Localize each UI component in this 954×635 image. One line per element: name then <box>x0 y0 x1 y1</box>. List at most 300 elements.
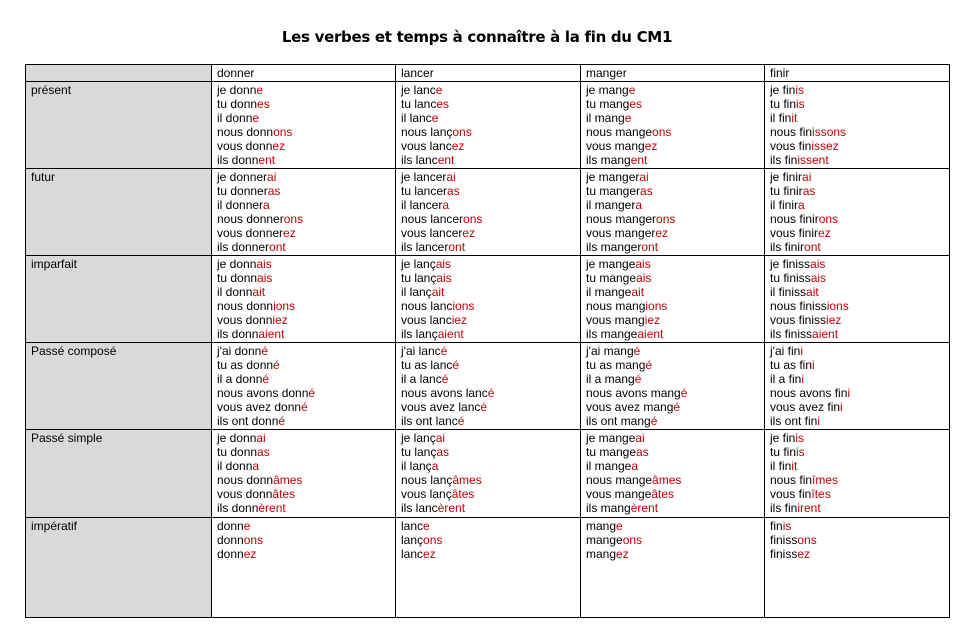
verb-ending: issent <box>797 153 829 167</box>
conjugation-cell <box>212 518 396 618</box>
conjugation-cell <box>212 256 396 343</box>
conjugation-line <box>770 125 944 139</box>
verb-ending: as <box>636 445 649 459</box>
verb-stem: vous lancer <box>401 226 463 240</box>
verb-stem: tu donn <box>217 445 258 459</box>
conjugation-line <box>770 212 944 226</box>
verb-stem: nous finir <box>770 212 819 226</box>
conjugation-line <box>770 487 944 501</box>
verb-stem: il lanç <box>401 285 432 299</box>
conjugation-line <box>401 299 575 313</box>
verb-ending: i <box>801 372 805 386</box>
conjugation-line <box>586 547 759 561</box>
conjugation-line <box>217 533 390 547</box>
verb-ending: i <box>847 386 851 400</box>
verb-stem: vous fin <box>770 487 812 501</box>
conjugation-line <box>401 111 575 125</box>
conjugation-cell <box>396 430 581 518</box>
verb-stem: j'ai donn <box>217 344 262 358</box>
conjugation-line <box>217 97 390 111</box>
verb-ending: e <box>628 83 636 97</box>
verb-ending: e <box>252 111 260 125</box>
verb-ending: ons <box>452 125 472 139</box>
conjugation-line <box>217 386 390 400</box>
verb-ending: it <box>791 459 798 473</box>
verb-ending: is <box>795 431 805 445</box>
verb-stem: nous mange <box>586 473 653 487</box>
conjugation-line <box>586 184 759 198</box>
verb-ending: èrent <box>630 501 659 515</box>
conjugation-line <box>586 327 759 341</box>
corner-cell <box>26 65 212 82</box>
verb-ending: i <box>800 344 803 358</box>
verb-stem: nous donn <box>217 473 274 487</box>
verb-ending: é <box>301 400 308 414</box>
verb-ending: ait <box>252 285 266 299</box>
conjugation-cell <box>581 518 765 618</box>
conjugation-line <box>770 83 944 97</box>
verb-stem: je lanc <box>401 83 436 97</box>
verb-stem: tu donner <box>217 184 268 198</box>
conjugation-line <box>770 327 944 341</box>
verb-stem: ils manger <box>586 240 642 254</box>
conjugation-line <box>217 313 390 327</box>
conjugation-line <box>217 459 390 473</box>
conjugation-line <box>217 184 390 198</box>
verb-stem: tu as fin <box>770 358 813 372</box>
conjugation-cell <box>396 518 581 618</box>
tense-row-imparfait <box>26 256 950 343</box>
verb-ending: ons <box>652 125 672 139</box>
verb-stem: je mange <box>586 257 636 271</box>
tense-row-passe-simple <box>26 430 950 518</box>
conjugation-cell <box>581 343 765 430</box>
verb-ending: ent <box>258 153 276 167</box>
conjugation-line <box>770 400 944 414</box>
conjugation-line <box>586 400 759 414</box>
verb-ending: ez <box>797 547 811 561</box>
conjugation-line <box>770 519 944 533</box>
verb-stem: ils ont mang <box>586 414 651 428</box>
verb-header-donner: donner <box>212 65 396 82</box>
verb-ending: ait <box>806 285 819 299</box>
verb-stem: ils ont fin <box>770 414 818 428</box>
verb-stem: il lanc <box>401 111 432 125</box>
conjugation-line <box>586 358 759 372</box>
conjugation-line <box>586 97 759 111</box>
verb-ending: ions <box>273 299 296 313</box>
conjugation-line <box>586 473 759 487</box>
verb-ending: èrent <box>437 501 466 515</box>
verb-ending: ent <box>437 153 455 167</box>
verb-ending: îtes <box>811 487 831 501</box>
conjugation-cell <box>212 343 396 430</box>
conjugation-line <box>586 139 759 153</box>
verb-header-manger: manger <box>581 65 765 82</box>
verb-ending: îmes <box>812 473 839 487</box>
verb-stem: ils finir <box>770 240 805 254</box>
verb-stem: finiss <box>770 547 798 561</box>
conjugation-line <box>770 198 944 212</box>
verb-ending: é <box>457 414 465 428</box>
verb-stem: ils donn <box>217 153 259 167</box>
verb-stem: nous lanç <box>401 473 453 487</box>
verb-stem: je lanç <box>401 257 436 271</box>
verb-ending: é <box>645 358 653 372</box>
conjugation-line <box>217 257 390 271</box>
verb-stem: donn <box>217 547 244 561</box>
conjugation-line <box>770 271 944 285</box>
verb-stem: je finir <box>770 170 803 184</box>
verb-stem: il mang <box>586 111 625 125</box>
conjugation-line <box>401 487 575 501</box>
verb-stem: il fin <box>770 459 792 473</box>
verb-stem: j'ai fin <box>770 344 801 358</box>
verb-stem: tu manger <box>586 184 641 198</box>
verb-stem: il a donn <box>217 372 263 386</box>
conjugation-line <box>217 285 390 299</box>
conjugation-line <box>401 386 575 400</box>
verb-ending: as <box>267 184 281 198</box>
conjugation-line <box>401 431 575 445</box>
conjugation-line <box>770 358 944 372</box>
conjugation-line <box>401 533 575 547</box>
verb-ending: iez <box>644 313 661 327</box>
verb-header-finir: finir <box>765 65 950 82</box>
verb-ending: ons <box>622 533 643 547</box>
verb-stem: tu mange <box>586 271 637 285</box>
conjugation-line <box>401 547 575 561</box>
verb-stem: tu finiss <box>770 271 811 285</box>
conjugation-line <box>586 240 759 254</box>
conjugation-table <box>25 64 950 618</box>
conjugation-line <box>401 97 575 111</box>
conjugation-line <box>586 271 759 285</box>
verb-stem: nous avons fin <box>770 386 848 400</box>
conjugation-line <box>401 445 575 459</box>
verb-ending: as <box>447 184 460 198</box>
conjugation-line <box>770 445 944 459</box>
verb-stem: nous avons mang <box>586 386 681 400</box>
verb-ending: é <box>308 386 316 400</box>
conjugation-line <box>586 372 759 386</box>
conjugation-cell <box>396 256 581 343</box>
verb-ending: ai <box>256 431 266 445</box>
verb-stem: tu mang <box>586 97 630 111</box>
conjugation-line <box>586 487 759 501</box>
verb-stem: tu fin <box>770 445 797 459</box>
conjugation-cell <box>581 256 765 343</box>
verb-ending: ai <box>267 170 277 184</box>
conjugation-line <box>770 111 944 125</box>
conjugation-line <box>401 358 575 372</box>
conjugation-line <box>586 198 759 212</box>
conjugation-line <box>770 372 944 386</box>
verb-stem: vous lanc <box>401 139 452 153</box>
tense-label: impératif <box>26 518 212 618</box>
conjugation-line <box>217 400 390 414</box>
verb-stem: ils lanc <box>401 501 438 515</box>
verb-stem: ils fin <box>770 153 798 167</box>
verb-stem: vous lanc <box>401 313 452 327</box>
tense-label: Passé composé <box>26 343 212 430</box>
verb-ending: ais <box>635 257 651 271</box>
tense-row-futur <box>26 169 950 256</box>
verb-ending: a <box>263 198 270 212</box>
verb-stem: vous fin <box>770 139 812 153</box>
verb-stem: je fin <box>770 431 796 445</box>
conjugation-cell <box>765 343 950 430</box>
verb-stem: je manger <box>586 170 640 184</box>
verb-stem: tu lancer <box>401 184 448 198</box>
verb-stem: vous finiss <box>770 313 827 327</box>
verb-stem: nous finiss <box>770 299 827 313</box>
verb-ending: e <box>243 519 251 533</box>
verb-ending: aient <box>258 327 285 341</box>
conjugation-line <box>217 501 390 515</box>
verb-ending: ait <box>631 285 645 299</box>
verb-stem: je donner <box>217 170 268 184</box>
verb-stem: vous mang <box>586 139 645 153</box>
verb-stem: il a lanc <box>401 372 442 386</box>
verb-ending: ont <box>804 240 821 254</box>
verb-stem: il donn <box>217 285 253 299</box>
verb-ending: ait <box>431 285 445 299</box>
conjugation-line <box>770 285 944 299</box>
conjugation-line <box>217 212 390 226</box>
verb-ending: ez <box>283 226 296 240</box>
conjugation-line <box>401 125 575 139</box>
verb-stem: nous lanç <box>401 125 453 139</box>
verb-ending: é <box>633 344 641 358</box>
conjugation-line <box>586 285 759 299</box>
conjugation-line <box>217 83 390 97</box>
verb-stem: nous avons donn <box>217 386 309 400</box>
verb-ending: ons <box>283 212 304 226</box>
conjugation-cell <box>396 82 581 169</box>
verb-stem: nous mange <box>586 125 653 139</box>
verb-ending: ais <box>435 257 452 271</box>
conjugation-line <box>401 139 575 153</box>
verb-ending: iez <box>826 313 842 327</box>
verb-header-lancer: lancer <box>396 65 581 82</box>
verb-stem: ils donner <box>217 240 270 254</box>
verb-ending: es <box>436 97 450 111</box>
verb-stem: tu as lanc <box>401 358 453 372</box>
conjugation-line <box>770 299 944 313</box>
verb-ending: ont <box>448 240 466 254</box>
verb-ending: es <box>629 97 643 111</box>
verb-stem: nous fin <box>770 125 813 139</box>
verb-ending: aient <box>812 327 839 341</box>
verb-stem: lanc <box>401 519 424 533</box>
verb-ending: ai <box>639 170 649 184</box>
conjugation-line <box>217 473 390 487</box>
verb-stem: il manger <box>586 198 636 212</box>
verb-ending: ai <box>446 170 456 184</box>
conjugation-cell <box>212 430 396 518</box>
verb-stem: donn <box>217 519 244 533</box>
verb-stem: vous finir <box>770 226 819 240</box>
conjugation-line <box>586 386 759 400</box>
verb-ending: é <box>650 414 658 428</box>
verb-stem: fin <box>770 519 783 533</box>
verb-ending: e <box>431 111 439 125</box>
verb-stem: je donn <box>217 431 257 445</box>
verb-stem: il donner <box>217 198 264 212</box>
conjugation-line <box>770 313 944 327</box>
conjugation-line <box>401 519 575 533</box>
tense-label: imparfait <box>26 256 212 343</box>
verb-ending: as <box>802 184 816 198</box>
verb-stem: vous lanç <box>401 487 452 501</box>
verb-ending: ons <box>463 212 483 226</box>
conjugation-line <box>770 501 944 515</box>
conjugation-line <box>586 170 759 184</box>
verb-ending: ons <box>797 533 817 547</box>
verb-ending: é <box>452 358 460 372</box>
conjugation-line <box>770 414 944 428</box>
verb-stem: nous donn <box>217 299 274 313</box>
verb-ending: ez <box>818 226 831 240</box>
verb-stem: vous donn <box>217 487 273 501</box>
conjugation-cell <box>212 169 396 256</box>
verb-ending: es <box>257 97 270 111</box>
conjugation-line <box>770 139 944 153</box>
verb-stem: tu mange <box>586 445 637 459</box>
verb-ending: é <box>480 400 488 414</box>
verb-stem: il lanç <box>401 459 432 473</box>
verb-stem: nous donn <box>217 125 274 139</box>
conjugation-line <box>217 226 390 240</box>
conjugation-line <box>401 344 575 358</box>
verb-stem: nous fin <box>770 473 813 487</box>
verb-ending: ai <box>635 431 645 445</box>
verb-ending: é <box>487 386 495 400</box>
verb-ending: ez <box>451 139 465 153</box>
verb-ending: i <box>817 414 821 428</box>
verb-ending: as <box>436 445 450 459</box>
conjugation-line <box>586 501 759 515</box>
verb-ending: a <box>431 459 439 473</box>
verb-ending: âmes <box>273 473 303 487</box>
conjugation-cell <box>765 256 950 343</box>
verb-stem: nous lanc <box>401 299 453 313</box>
verb-ending: iez <box>272 313 288 327</box>
verb-ending: âtes <box>651 487 675 501</box>
conjugation-line <box>401 313 575 327</box>
verb-stem: il fin <box>770 111 792 125</box>
conjugation-line <box>586 414 759 428</box>
verb-ending: âtes <box>451 487 475 501</box>
conjugation-cell <box>581 169 765 256</box>
verb-stem: ils lanc <box>401 153 438 167</box>
conjugation-line <box>217 358 390 372</box>
verb-ending: é <box>441 372 449 386</box>
conjugation-line <box>770 226 944 240</box>
conjugation-line <box>401 400 575 414</box>
verb-ending: ez <box>423 547 436 561</box>
conjugation-line <box>770 431 944 445</box>
verb-stem: nous mang <box>586 299 646 313</box>
verb-ending: is <box>796 445 805 459</box>
verb-stem: tu lanc <box>401 97 437 111</box>
conjugation-line <box>401 170 575 184</box>
conjugation-cell <box>396 169 581 256</box>
verb-stem: mange <box>586 533 623 547</box>
verb-stem: tu fin <box>770 97 797 111</box>
verb-stem: je mang <box>586 83 629 97</box>
verb-stem: vous avez donn <box>217 400 302 414</box>
conjugation-cell <box>581 82 765 169</box>
verb-ending: i <box>840 400 843 414</box>
verb-stem: il finiss <box>770 285 807 299</box>
verb-stem: il lancer <box>401 198 443 212</box>
conjugation-cell <box>581 430 765 518</box>
verb-stem: vous donner <box>217 226 284 240</box>
conjugation-line <box>586 226 759 240</box>
verb-ending: ais <box>436 271 452 285</box>
verb-ending: ont <box>641 240 659 254</box>
verb-ending: ions <box>645 299 668 313</box>
conjugation-cell <box>765 169 950 256</box>
conjugation-line <box>770 184 944 198</box>
conjugation-line <box>770 170 944 184</box>
verb-stem: nous manger <box>586 212 657 226</box>
conjugation-line <box>217 139 390 153</box>
verb-ending: ons <box>818 212 839 226</box>
verb-ending: a <box>442 198 450 212</box>
verb-ending: ais <box>810 271 827 285</box>
verb-stem: je fin <box>770 83 796 97</box>
verb-ending: issons <box>812 125 847 139</box>
verb-stem: mang <box>586 547 617 561</box>
verb-ending: ons <box>243 533 264 547</box>
verb-ending: ions <box>452 299 475 313</box>
conjugation-cell <box>212 82 396 169</box>
conjugation-line <box>401 285 575 299</box>
verb-ending: ez <box>655 226 669 240</box>
verb-ending: é <box>634 372 642 386</box>
verb-stem: tu finir <box>770 184 803 198</box>
verb-stem: vous donn <box>217 139 273 153</box>
conjugation-line <box>586 111 759 125</box>
verb-stem: ils donn <box>217 501 259 515</box>
verb-ending: ai <box>802 170 812 184</box>
conjugation-line <box>401 240 575 254</box>
conjugation-line <box>401 372 575 386</box>
verb-stem: ils mange <box>586 327 638 341</box>
tense-row-present <box>26 82 950 169</box>
verb-stem: il mange <box>586 459 632 473</box>
verb-ending: é <box>673 400 681 414</box>
verb-stem: je finiss <box>770 257 811 271</box>
verb-stem: vous avez mang <box>586 400 674 414</box>
conjugation-cell <box>765 430 950 518</box>
verb-stem: tu lanç <box>401 271 437 285</box>
tense-label: présent <box>26 82 212 169</box>
conjugation-line <box>401 198 575 212</box>
conjugation-line <box>217 445 390 459</box>
conjugation-line <box>586 125 759 139</box>
verb-ending: ez <box>644 139 658 153</box>
verb-ending: a <box>252 459 260 473</box>
conjugation-line <box>401 212 575 226</box>
verb-ending: ent <box>630 153 648 167</box>
verb-stem: tu as donn <box>217 358 274 372</box>
conjugation-line <box>770 459 944 473</box>
verb-ending: issez <box>811 139 839 153</box>
